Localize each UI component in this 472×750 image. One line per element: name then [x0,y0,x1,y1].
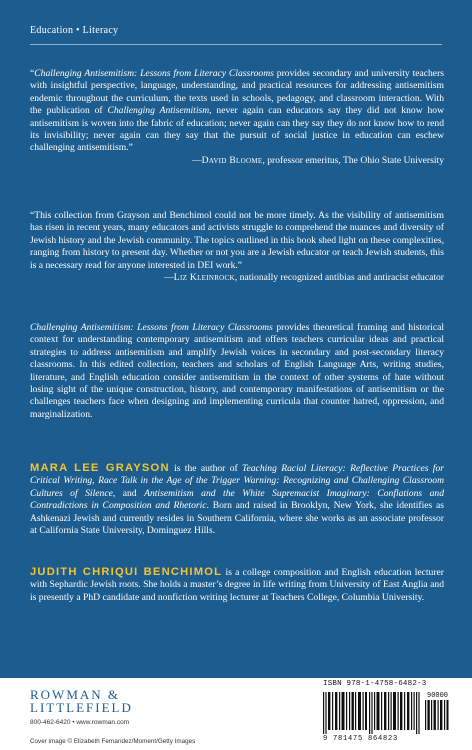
book-title: Challenging Antisemitism: Lessons from Literacy Classrooms [30,322,273,333]
category-label: Education • Literacy [30,25,119,36]
book-title: Teaching Racial Literacy: Reflective Practices for Critical Writing [30,463,444,487]
isbn-label: ISBN 978-1-4758-6482-3 [323,680,427,688]
isbn-barcode-block [323,680,449,746]
publisher-logo: ROWMAN & LITTLEFIELD [30,687,133,715]
book-description: Challenging Antisemitism: Lessons from Literacy Classrooms provides theoretical framing and historical context for understanding contemporary antisemitism and offers teachers curricular ideas and practical strategies to address antisemitism and amplify Jewish voices in secondary and post-secondary literacy classrooms. In this edited collection, teachers and scholars of English Language Arts, writing studies, literature, and English education consider antisemitism in the context of other systems of hate without losing sight of the unique construction, history, and contemporary manifestations of antisemitism or the challenges teachers face when designing and implementing curricula that counter hatred, oppression, and marginalization. [30,322,445,420]
endorsement-text: “This collection from Grayson and Benchimol could not be more timely. As the visibility of antisemitism has risen in recent years, many educators and activists struggle to comprehend the nuances and diversity of Jewish history and the Jewish community. The topics outlined in this book shed light on these complexities, ranging from history to present day. Whether or not you are a Jewish educator or teach Jewish students, this is a necessary read for anyone interested in DEI work.” [30,210,444,271]
author-name: MARA LEE GRAYSON [30,462,170,474]
divider [30,44,442,45]
book-title: Antisemitism and the White Supremacist Imaginary: Conflations and Contradictions in Composition and Rhetoric [30,487,444,512]
barcode-digits: 9 781475 864823 [323,735,399,743]
endorsement-kleinrock [30,210,444,284]
endorser-name: Liz Kleinrock [173,272,235,284]
endorser-name: David Bloome [201,154,263,166]
price-code: 90000 [427,692,449,700]
bio-grayson: MARA LEE GRAYSON is the author of Teaching Racial Literacy: Reflective Practices for Critical Writing, Race Talk in the Age of the Trigger Warning: Recognizing and Challenging Classroom Cultures of Silence, and Antisemitism and the White Supremacist Imaginary: Conflations and Contradictions in Composition and Rhetoric. Born and raised in Brooklyn, New York, she identifies as Ashkenazi Jewish and currently resides in Southern California, where she works as an associate professor at California State University, Dominguez Hills. [30,462,445,537]
endorsement-attribution: —David Bloome, professor emeritus, The Ohio State University [192,154,444,166]
publisher-contact: 800-462-6420 • www.rowman.com [30,719,130,726]
book-title: Race Talk in the Age of the Trigger Warning: Recognizing and Challenging Classroom Cultures of Silence [30,475,444,499]
cover-credit: Cover image © Elizabeth Fernandez/Moment/Getty Images [30,738,196,745]
bio-benchimol: JUDITH CHRIQUI BENCHIMOL is a college composition and English education lecturer with Sephardic Jewish roots. She holds a master’s degree in life writing from University of East Anglia and is presently a PhD candidate and nonfiction writing lecturer at Teachers College, Columbia University. [30,566,444,603]
barcode-icon [323,692,421,734]
footer [0,678,472,750]
book-title: Challenging Antisemitism: Lessons from Literacy Classrooms [34,68,274,79]
endorsement-bloome [30,68,444,167]
endorsement-attribution: —Liz Kleinrock, nationally recognized antibias and antiracist educator [164,272,444,284]
price-barcode-icon [425,700,449,730]
author-name: JUDITH CHRIQUI BENCHIMOL [30,566,223,578]
book-title-short: Challenging Antisemitism [107,105,210,117]
endorsement-text: “Challenging Antisemitism: Lessons from Literacy Classrooms provides secondary and university teachers with insightful perspective, language, understanding, and practical resources for addressing antisemitism endemic throughout the curriculum, the texts used in schools, pedagogy, and classroom interaction. With the publication of Challenging Antisemitism, never again can educators say they did not know how antisemitism is woven into the fabric of education; never again can they say they do not know how to rend its invisibility; never again can they say that the pursuit of social justice in education can eschew challenging antisemitism.” [30,68,445,154]
